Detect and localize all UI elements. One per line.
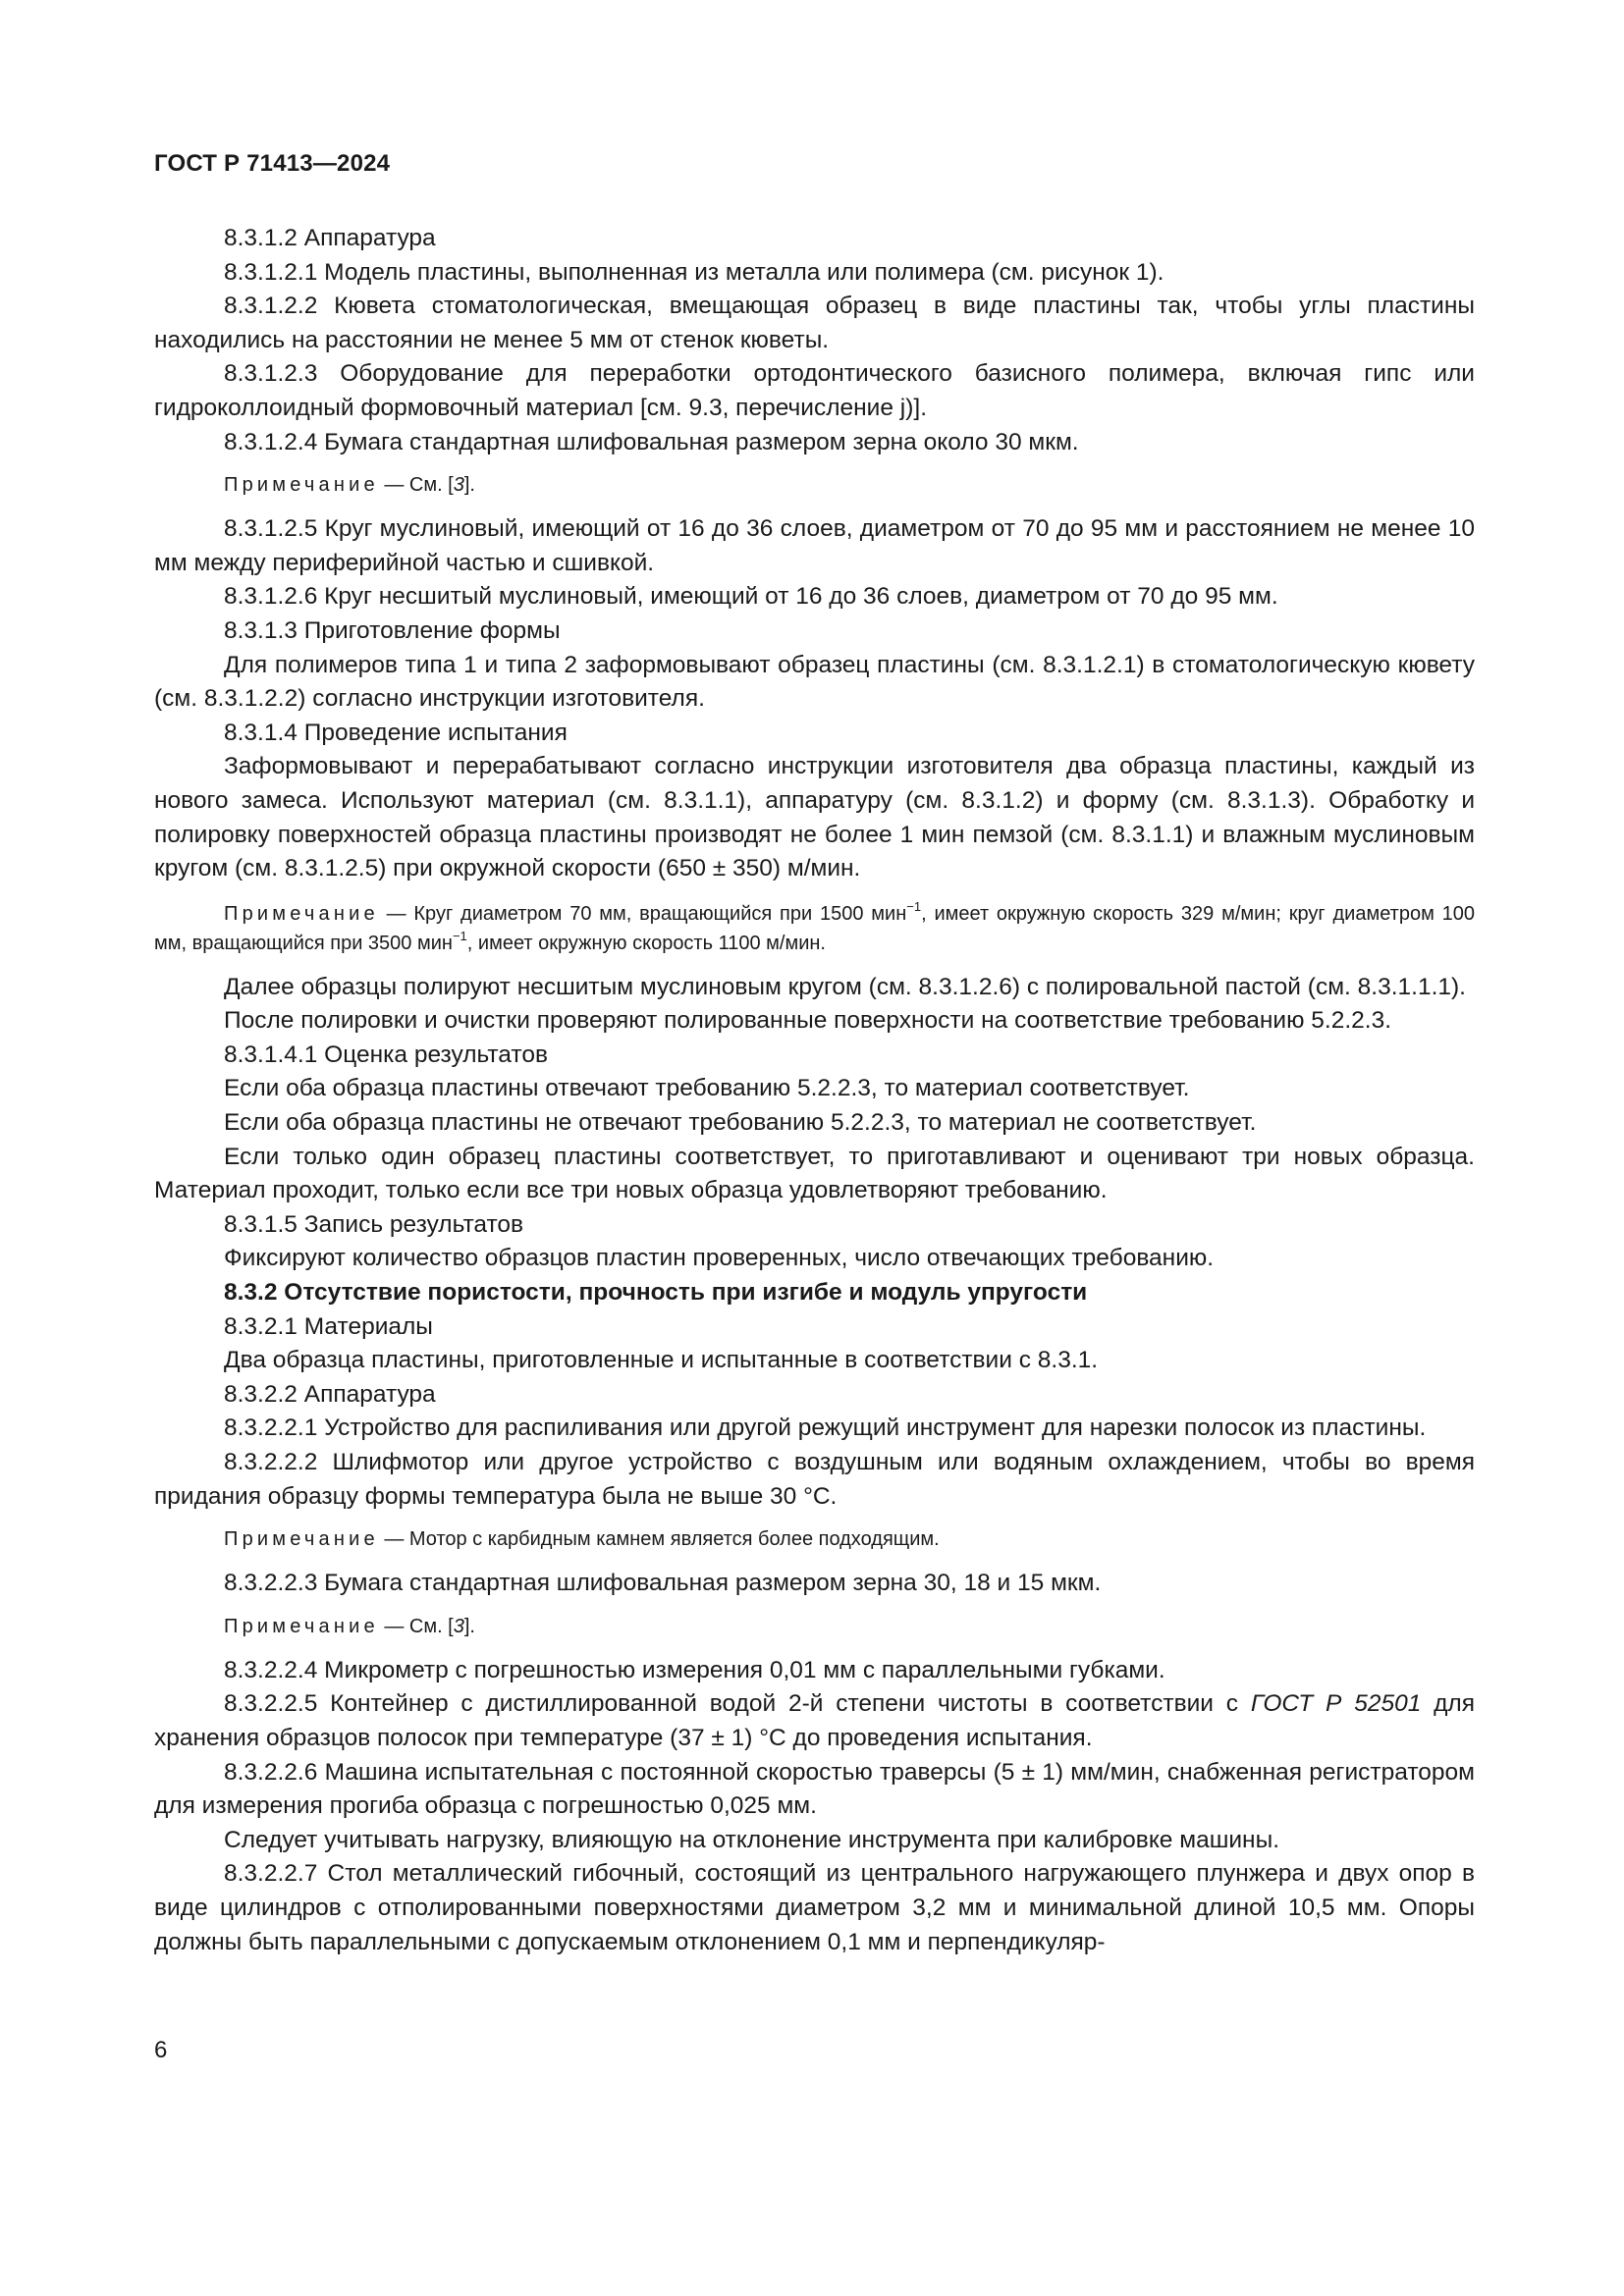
clause-8-3-2-2: 8.3.2.2 Аппаратура — [224, 1380, 436, 1408]
note: Примечание — Круг диаметром 70 мм, вращающийся при 1500 мин$^{-1}$, имеет окружную скорость 329 м/мин; круг диаметром 100 мм, вращающийся при 3500 мин$^{-1}$, имеет окружную скорость 1100 м/мин. — [154, 898, 1476, 954]
clause-8-3-2-2-1: 8.3.2.2.1 Устройство для распиливания или другой режущий инструмент для нарезки полосок из пластины. — [224, 1415, 1427, 1442]
clause-8-3-2-2-5: 8.3.2.2.5 Контейнер с дистиллированной водой 2-й степени чистоты в соответствии с ГОСТ Р 52501 для хранения образцов полосок при температуре (37 ± 1) °С до проведения испытания. — [154, 1690, 1475, 1751]
clause-8-3-1-4-1: 8.3.1.4.1 Оценка результатов — [224, 1041, 548, 1068]
clause-8-3-1-5: 8.3.1.5 Запись результатов — [224, 1210, 524, 1238]
document-header: ГОСТ Р 71413—2024 — [154, 150, 391, 177]
clause-8-3-1-2-2: 8.3.1.2.2 Кювета стоматологическая, вмещающая образец в виде пластины так, чтобы углы пластины находились на расстоянии не менее 5 мм от стенок кюветы. — [154, 293, 1475, 353]
clause-8-3-1-2: 8.3.1.2 Аппаратура — [224, 225, 436, 251]
clause-8-3-2-1: 8.3.2.1 Материалы — [224, 1312, 433, 1340]
paragraph: Заформовывают и перерабатывают согласно инструкции изготовителя два образца пластины, каждый из нового замеса. Используют материал (см. 8.3.1.1), аппаратуру (см. 8.3.1.2) и форму (см. 8.3.1.3). Обработку и полировку поверхностей образца пластины производят не более 1 мин пемзой (см. 8.3.1.1) и влажным муслиновым кругом (см. 8.3.1.2.5) при окружной скорости (650 ± 350) м/мин. — [154, 753, 1475, 882]
note-label: Примечание — [224, 902, 379, 925]
note-label: Примечание — [224, 1528, 379, 1551]
note: Примечание — См. [3]. — [224, 1615, 475, 1637]
clause-8-3-1-3: 8.3.1.3 Приготовление формы — [224, 616, 561, 644]
note: Примечание — Мотор с карбидным камнем является более подходящим. — [224, 1528, 940, 1551]
clause-8-3-1-2-1: 8.3.1.2.1 Модель пластины, выполненная из металла или полимера (см. рисунок 1). — [224, 258, 1164, 286]
paragraph: Если оба образца пластины отвечают требованию 5.2.2.3, то материал соответствует. — [224, 1075, 1190, 1102]
note: Примечание — См. [3]. — [224, 474, 475, 497]
clause-8-3-1-2-6: 8.3.1.2.6 Круг несшитый муслиновый, имеющий от 16 до 36 слоев, диаметром от 70 до 95 мм. — [224, 583, 1278, 611]
superscript: −1 — [452, 928, 467, 943]
reference: 3 — [453, 474, 464, 497]
note-label: Примечание — [224, 1615, 379, 1637]
clause-8-3-2-2-6: 8.3.2.2.6 Машина испытательная с постоянной скоростью траверсы (5 ± 1) мм/мин, снабженная регистратором для измерения прогиба образца с погрешностью 0,025 мм. — [154, 1758, 1475, 1820]
paragraph: Если только один образец пластины соответствует, то приготавливают и оценивают три новых образца. Материал проходит, только если все три новых образца удовлетворяют требованию. — [154, 1143, 1475, 1204]
section-heading-8-3-2: 8.3.2 Отсутствие пористости, прочность при изгибе и модуль упругости — [224, 1279, 1088, 1307]
clause-8-3-1-2-5: 8.3.1.2.5 Круг муслиновый, имеющий от 16 до 36 слоев, диаметром от 70 до 95 мм и расстоянием не менее 10 мм между периферийной частью и сшивкой. — [154, 515, 1475, 576]
paragraph: Далее образцы полируют несшитым муслиновым кругом (см. 8.3.1.2.6) с полировальной пастой (см. 8.3.1.1.1). — [224, 973, 1466, 1000]
note-label: Примечание — [224, 474, 379, 497]
clause-8-3-1-2-3: 8.3.1.2.3 Оборудование для переработки ортодонтического базисного полимера, включая гипс или гидроколлоидный формовочный материал [см. 9.3, перечисление j)]. — [154, 360, 1475, 421]
paragraph: Фиксируют количество образцов пластин проверенных, число отвечающих требованию. — [224, 1245, 1215, 1272]
reference: 3 — [453, 1615, 464, 1637]
paragraph: Два образца пластины, приготовленные и испытанные в соответствии с 8.3.1. — [224, 1347, 1099, 1374]
paragraph: Если оба образца пластины не отвечают требованию 5.2.2.3, то материал не соответствует. — [224, 1109, 1257, 1137]
paragraph: После полировки и очистки проверяют полированные поверхности на соответствие требованию 5.2.2.3. — [224, 1007, 1392, 1035]
clause-8-3-2-2-3: 8.3.2.2.3 Бумага стандартная шлифовальная размером зерна 30, 18 и 15 мкм. — [224, 1570, 1102, 1597]
clause-8-3-2-2-7: 8.3.2.2.7 Стол металлический гибочный, состоящий из центрального нагружающего плунжера и двух опор в виде цилиндров с отполированными поверхностями диаметром 3,2 мм и минимальной длиной 10,5 мм. Опоры должны быть параллельными с допускаемым отклонением 0,1 мм и перпендикуляр- — [154, 1860, 1475, 1955]
clause-8-3-2-2-4: 8.3.2.2.4 Микрометр с погрешностью измерения 0,01 мм с параллельными губками. — [224, 1656, 1165, 1683]
clause-8-3-1-4: 8.3.1.4 Проведение испытания — [224, 719, 568, 746]
clause-8-3-2-2-2: 8.3.2.2.2 Шлифмотор или другое устройство с воздушным или водяным охлаждением, чтобы во время придания образцу формы температура была не выше 30 °С. — [154, 1449, 1475, 1510]
superscript: −1 — [906, 898, 922, 914]
clause-8-3-1-2-4: 8.3.1.2.4 Бумага стандартная шлифовальная размером зерна около 30 мкм. — [224, 428, 1079, 455]
document-body — [154, 222, 1475, 1959]
standard-reference: ГОСТ Р 52501 — [1250, 1690, 1422, 1718]
paragraph: Для полимеров типа 1 и типа 2 заформовывают образец пластины (см. 8.3.1.2.1) в стоматологическую кювету (см. 8.3.1.2.2) согласно инструкции изготовителя. — [154, 651, 1475, 713]
paragraph: Следует учитывать нагрузку, влияющую на отклонение инструмента при калибровке машины. — [224, 1826, 1279, 1853]
page-number: 6 — [154, 2037, 168, 2063]
